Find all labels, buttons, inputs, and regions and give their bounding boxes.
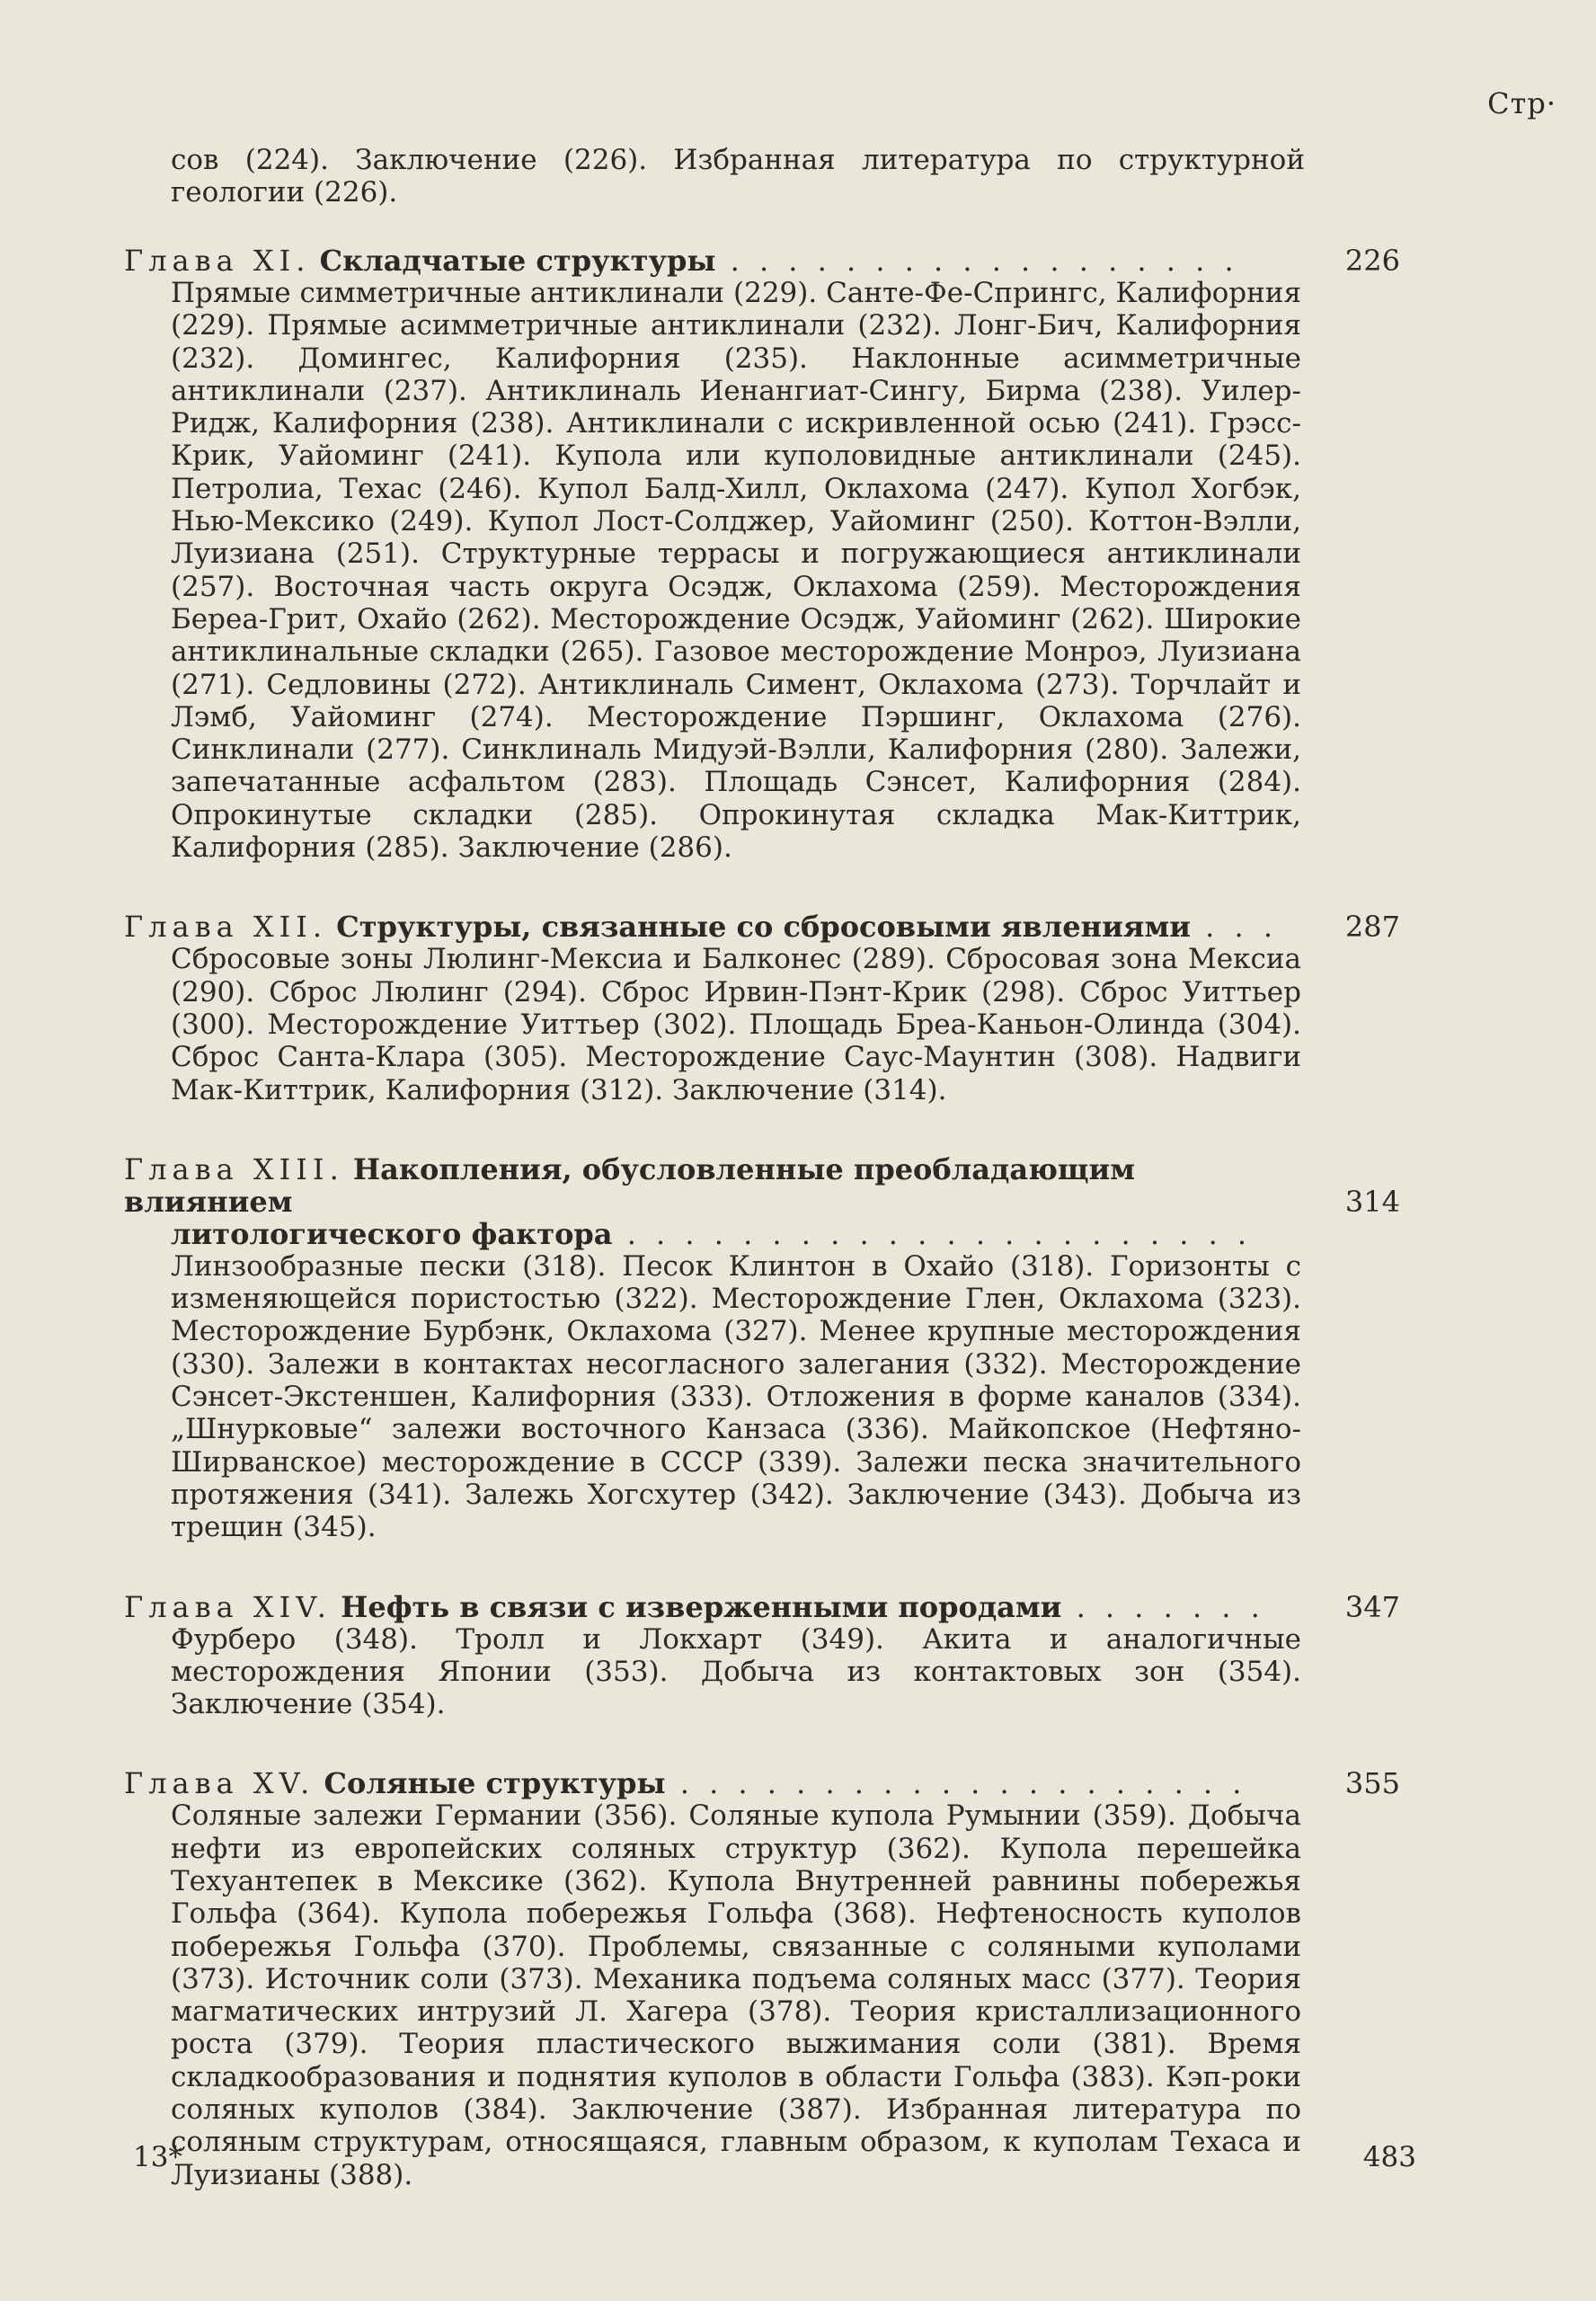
previous-chapter-continuation: сов (224). Заключение (226). Избранная литература по структурной геологии (226).	[171, 144, 1305, 209]
dot-leaders: . . .	[1190, 910, 1278, 945]
chapter-heading	[124, 244, 1400, 277]
chapter-page-number: 314	[1344, 1184, 1400, 1219]
dot-leaders: . . . . . . . . . . . . . . . . . . . .	[665, 1766, 1247, 1801]
chapter-heading	[124, 911, 1400, 943]
chapter-contents: Сбросовые зоны Люлинг-Мексиа и Балконес (289). Сбросовая зона Мексиа (290). Сброс Люлинг (294). Сброс Ирвин-Пэнт-Крик (298). Сброс Уиттьер (300). Месторождение Уиттьер (302). Площадь Бреа-Каньон-Олинда (304). Сброс Санта-Клара (305). Месторождение Саус-Маунтин (308). Надвиги Мак-Киттрик, Калифорния (312). Заключение (314).	[171, 943, 1301, 1106]
dot-leaders: . . . . . . . . . . . . . . . . . . . . . .	[612, 1216, 1253, 1251]
dot-leaders: . . . . . . . . . . . . . . . . . .	[715, 244, 1239, 278]
chapter-number: Глава XV.	[124, 1766, 315, 1801]
chapter-title: Структуры, связанные со сбросовыми явлениями	[336, 910, 1191, 945]
chapter-contents: Линзообразные пески (318). Песок Клинтон в Охайо (318). Горизонты с изменяющейся пористостью (322). Месторождение Глен, Оклахома (323). Месторождение Бурбэнк, Оклахома (327). Менее крупные месторождения (330). Залежи в контактах несогласного залегания (332). Месторождение Сэнсет-Экстеншен, Калифорния (333). Отложения в форме каналов (334). „Шнурковые“ залежи восточного Канзаса (336). Майкопское (Нефтяно-Ширванское) месторождение в СССР (339). Залежи песка значительного протяжения (341). Залежь Хогсхутер (342). Заключение (343). Добыча из трещин (345).	[171, 1249, 1301, 1544]
chapter-page-number: 226	[1344, 244, 1400, 278]
chapter-title: Накопления, обусловленные преобладающим влиянием	[124, 1151, 1136, 1219]
chapter-page-number: 347	[1344, 1589, 1400, 1624]
chapter-title: Соляные структуры	[324, 1766, 666, 1801]
chapter-contents: Фурберо (348). Тролл и Локхарт (349). Акита и аналогичные месторождения Японии (353). Добыча из контактовых зон (354). Заключение (354).	[171, 1622, 1301, 1721]
chapter-page-number: 287	[1344, 910, 1400, 945]
page-number: 483	[1362, 2141, 1416, 2173]
dot-leaders: . . . . . . .	[1061, 1589, 1265, 1624]
chapter-heading	[124, 1591, 1400, 1623]
chapter-title-continuation: литологического фактора	[171, 1216, 613, 1251]
chapter-heading	[124, 1767, 1400, 1799]
printer-signature-mark: 13*	[133, 2141, 182, 2173]
table-of-contents	[124, 144, 1400, 2191]
page-column-header: Стр·	[1487, 86, 1556, 120]
chapter-number: Глава XIV.	[124, 1589, 332, 1624]
chapter-number: Глава XIII.	[124, 1151, 344, 1186]
toc-chapter-14	[124, 1591, 1400, 1721]
chapter-page-number: 355	[1344, 1766, 1400, 1801]
toc-chapter-11	[124, 244, 1400, 864]
chapter-title: Складчатые структуры	[319, 244, 716, 278]
toc-chapter-12	[124, 911, 1400, 1106]
toc-chapter-13	[124, 1153, 1400, 1544]
toc-chapter-15	[124, 1767, 1400, 2191]
chapter-heading	[124, 1153, 1400, 1250]
chapter-title: Нефть в связи с изверженными породами	[341, 1589, 1062, 1624]
chapter-contents: Соляные залежи Германии (356). Соляные купола Румынии (359). Добыча нефти из европейских соляных структур (362). Купола перешейка Техуантепек в Мексике (362). Купола Внутренней равнины побережья Гольфа (364). Купола побережья Гольфа (368). Нефтеносность куполов побережья Гольфа (370). Проблемы, связанные с соляными куполами (373). Источник соли (373). Механика подъема соляных масс (377). Теория магматических интрузий Л. Хагера (378). Теория кристаллизационного роста (379). Теория пластического выжимания соли (381). Время складкообразования и поднятия куполов в области Гольфа (383). Кэп-роки соляных куполов (384). Заключение (387). Избранная литература по соляным структурам, относящаяся, главным образом, к куполам Техаса и Луизианы (388).	[171, 1799, 1301, 2191]
chapter-number: Глава XII.	[124, 910, 328, 945]
chapter-number: Глава XI.	[124, 244, 311, 278]
chapter-contents: Прямые симметричные антиклинали (229). Санте-Фе-Спрингс, Калифорния (229). Прямые асимметричные антиклинали (232). Лонг-Бич, Калифорния (232). Домингес, Калифорния (235). Наклонные асимметричные антиклинали (237). Антиклиналь Иенангиат-Сингу, Бирма (238). Уилер-Ридж, Калифорния (238). Антиклинали с искривленной осью (241). Грэсс-Крик, Уайоминг (241). Купола или куполовидные антиклинали (245). Петролиа, Техас (246). Купол Балд-Хилл, Оклахома (247). Купол Хогбэк, Нью-Мексико (249). Купол Лост-Солджер, Уайоминг (250). Коттон-Вэлли, Луизиана (251). Структурные террасы и погружающиеся антиклинали (257). Восточная часть округа Осэдж, Оклахома (259). Месторождения Береа-Грит, Охайо (262). Месторождение Осэдж, Уайоминг (262). Широкие антиклинальные складки (265). Газовое месторождение Монроэ, Луизиана (271). Седловины (272). Антиклиналь Симент, Оклахома (273). Торчлайт и Лэмб, Уайоминг (274). Месторождение Пэршинг, Оклахома (276). Синклинали (277). Синклиналь Мидуэй-Вэлли, Калифорния (280). Залежи, запечатанные асфальтом (283). Площадь Сэнсет, Калифорния (284). Опрокинутые складки (285). Опрокинутая складка Мак-Киттрик, Калифорния (285). Заключение (286).	[171, 277, 1301, 865]
